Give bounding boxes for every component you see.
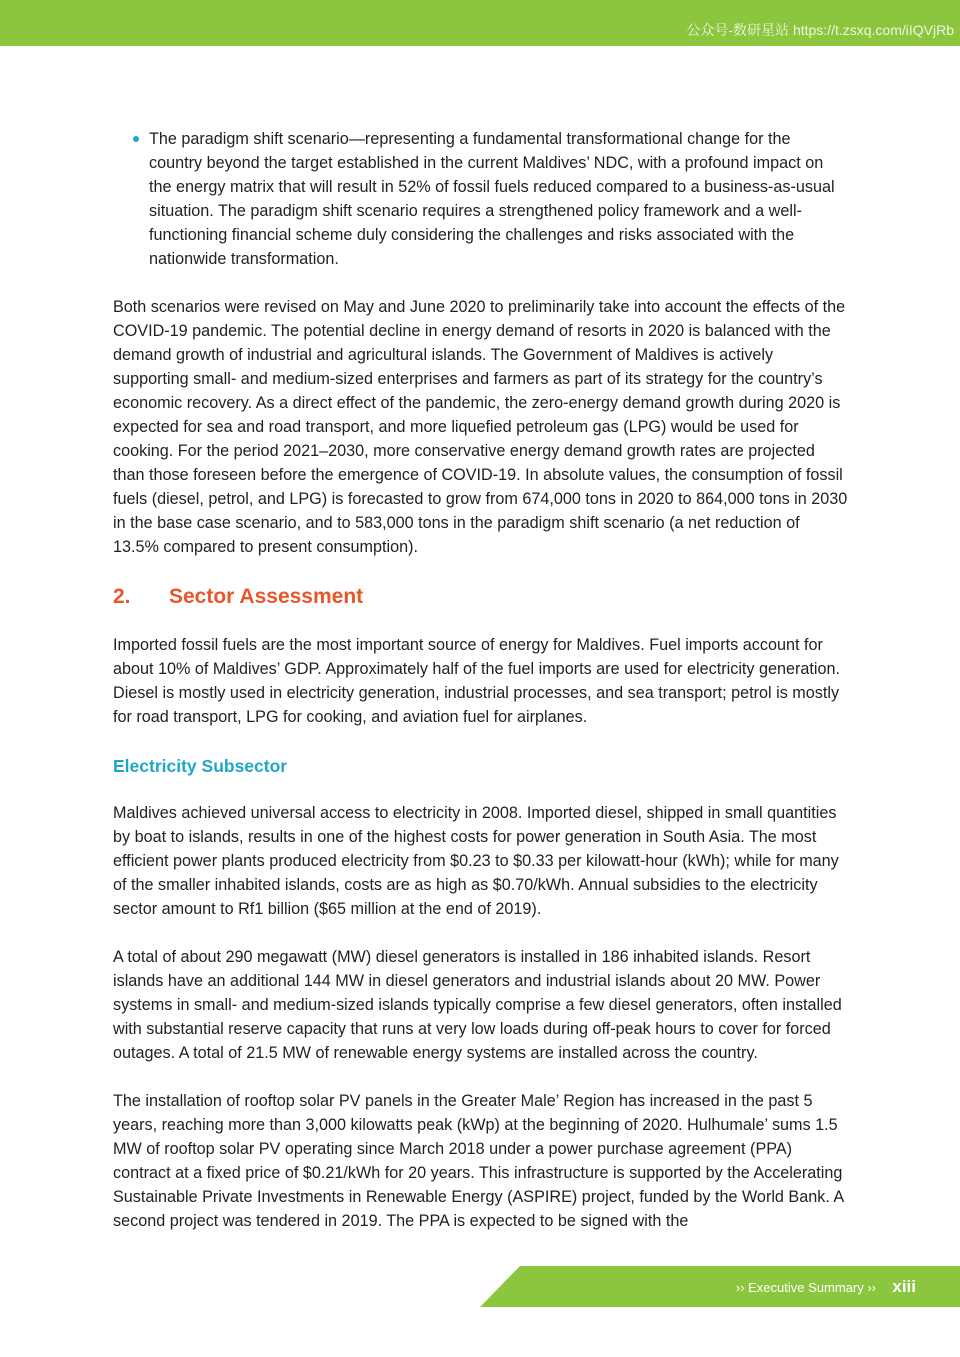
paragraph-scenarios: Both scenarios were revised on May and June 2020 to preliminarily take into account the effects of the COVID-19 pandemic. The potential decline in energy demand of resorts in 2020 is balanced with the demand growth of industrial and agricultural islands. The Government of Maldives is actively supporting small- and medium-sized enterprises and farmers as part of its strategy for the country’s economic recovery. As a direct effect of the pandemic, the zero-energy demand growth during 2020 is expected for sea and road transport, and more liquefied petroleum gas (LPG) would be used for cooking. For the period 2021–2030, more conservative energy demand growth rates are projected than those foreseen before the emergence of COVID-19. In absolute values, the consumption of fossil fuels (diesel, petrol, and LPG) is forecasted to grow from 674,000 tons in 2020 to 864,000 tons in 2030 in the base case scenario, and to 583,000 tons in the paradigm shift scenario (a net reduction of 13.5% compared to present consumption). <box>113 298 848 556</box>
page-number: xiii <box>892 1277 916 1296</box>
section-heading <box>113 583 848 611</box>
footer-section-label: ›› Executive Summary ›› <box>735 1280 876 1295</box>
paragraph-electricity-access: Maldives achieved universal access to electricity in 2008. Imported diesel, shipped in small quantities by boat to islands, results in one of the highest costs for power generation in South Asia. The most efficient power plants produced electricity from $0.23 to $0.33 per kilowatt-hour (kWh); while for many of the smaller inhabited islands, costs are as high as $0.70/kWh. Annual subsidies to the electricity sector amount to Rf1 billion ($65 million at the end of 2019). <box>113 804 839 918</box>
document-body <box>113 127 848 1257</box>
header-bar <box>0 0 960 46</box>
section-title: Sector Assessment <box>169 585 364 608</box>
section-number: 2. <box>113 585 131 608</box>
paragraph-fuel-imports: Imported fossil fuels are the most important source of energy for Maldives. Fuel imports account for about 10% of Maldives’ GDP. Approximately half of the fuel imports are used for electricity generation. Diesel is mostly used in electricity generation, industrial processes, and sea transport; petrol is mostly for road transport, LPG for cooking, and aviation fuel for airplanes. <box>113 636 841 726</box>
subsection-heading: Electricity Subsector <box>113 756 288 776</box>
paragraph-diesel-generators: A total of about 290 megawatt (MW) diesel generators is installed in 186 inhabited islands. Resort islands have an additional 144 MW in diesel generators and industrial islands about 20 MW. Power systems in small- and medium-sized islands typically comprise a few diesel generators, often installed with substantial reserve capacity that runs at very low loads during off-peak hours to cover for forced outages. A total of 21.5 MW of renewable energy systems are installed across the country. <box>113 948 842 1062</box>
paragraph-rooftop-solar: The installation of rooftop solar PV panels in the Greater Male’ Region has increased in the past 5 years, reaching more than 3,000 kilowatts peak (kWp) at the beginning of 2020. Hulhumale’ sums 1.5 MW of rooftop solar PV operating since March 2018 under a power purchase agreement (PPA) contract at a fixed price of $0.21/kWh for 20 years. This infrastructure is supported by the Accelerating Sustainable Private Investments in Renewable Energy (ASPIRE) project, funded by the World Bank. A second project was tendered in 2019. The PPA is expected to be signed with the <box>113 1092 844 1230</box>
watermark-text: 公众号-数研星站 https://t.zsxq.com/iIQVjRb <box>686 22 954 38</box>
bullet-text: The paradigm shift scenario—representing a fundamental transformational change for the country beyond the target established in the current Maldives’ NDC, with a profound impact on the energy matrix that will result in 52% of fossil fuels reduced compared to a business-as-usual situation. The paradigm shift scenario requires a strengthened policy framework and a well-functioning financial scheme duly considering the challenges and risks associated with the nationwide transformation. <box>149 130 835 268</box>
bullet-dot-icon <box>133 136 139 142</box>
bullet-item-paradigm-shift <box>113 127 848 271</box>
